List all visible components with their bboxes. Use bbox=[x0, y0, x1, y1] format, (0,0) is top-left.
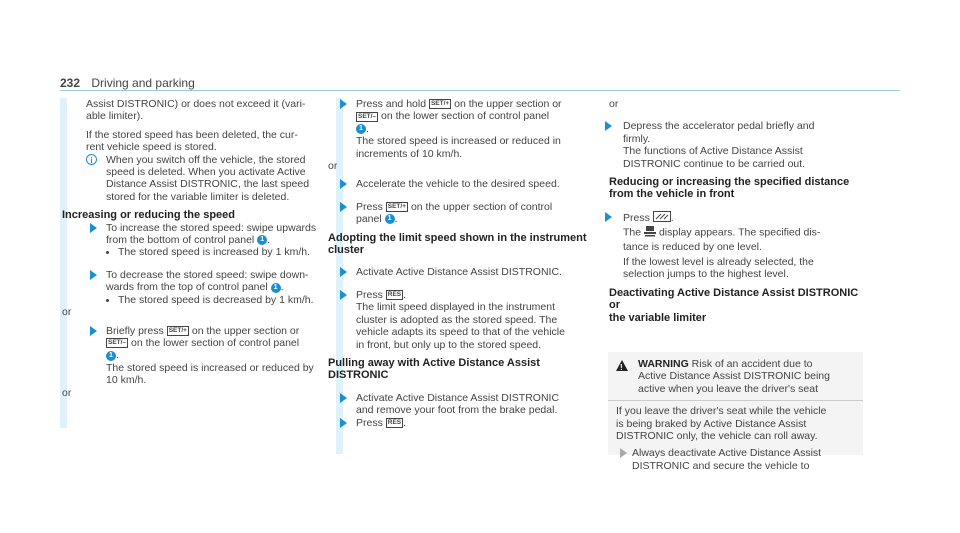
arrow-icon bbox=[605, 212, 612, 222]
text-line: from the bottom of control panel 1 . bbox=[106, 234, 271, 247]
text-line: The functions of Active Distance Assist bbox=[623, 145, 803, 158]
text-line: cluster is adopted as the stored speed. The bbox=[356, 313, 558, 326]
number-badge: 1 bbox=[257, 235, 267, 245]
distance-button-icon bbox=[653, 211, 671, 225]
text-line: The limit speed displayed in the instrument bbox=[356, 301, 556, 314]
arrow-icon bbox=[90, 326, 97, 336]
text-line: The stored speed is increased or reduced by bbox=[106, 361, 314, 374]
text-line: firmly. bbox=[623, 132, 651, 145]
step bbox=[336, 201, 598, 226]
text-line: speed is deleted. When you activate Active bbox=[106, 166, 306, 179]
text-line: The display appears. The specified dis- bbox=[623, 226, 821, 239]
arrow-icon bbox=[620, 448, 627, 458]
text-line: Press SET/+ on the upper section of control bbox=[356, 200, 553, 213]
text-line: vehicle adapts its speed to that of the vehicle bbox=[356, 326, 565, 339]
text-line: The stored speed is decreased by 1 km/h. bbox=[118, 293, 314, 306]
text-line: increments of 10 km/h. bbox=[356, 147, 463, 160]
text-line: tance is reduced by one level. bbox=[623, 240, 762, 253]
arrow-icon bbox=[340, 99, 347, 109]
step bbox=[86, 325, 336, 387]
text-line: Briefly press SET/+ on the upper section or bbox=[106, 324, 300, 337]
section-heading: Increasing or reducing the speed bbox=[62, 209, 235, 222]
text-line: 1 . bbox=[356, 123, 598, 135]
text-line: stored for the variable limiter is deleted. bbox=[106, 190, 290, 203]
text-line: SET/– on the lower section of control panel bbox=[358, 110, 550, 123]
step bbox=[86, 269, 336, 294]
text-line: To increase the stored speed: swipe upwards bbox=[106, 221, 317, 234]
set-plus-button-icon: SET/+ bbox=[168, 326, 187, 334]
text-line: Always deactivate Active Distance Assist bbox=[632, 447, 822, 460]
text-line: Activate Active Distance Assist DISTRONIC. bbox=[356, 266, 562, 279]
text-line: DISTRONIC and secure the vehicle to bbox=[632, 459, 810, 472]
section-title: Driving and parking bbox=[91, 76, 195, 90]
distance-display-icon bbox=[644, 225, 656, 240]
section-heading: from the vehicle in front bbox=[609, 188, 735, 201]
set-plus-button-icon: SET/+ bbox=[387, 203, 407, 211]
warning-box bbox=[608, 352, 863, 472]
arrow-icon bbox=[90, 223, 97, 233]
or-label: or bbox=[62, 386, 72, 399]
text-line: Press RES . bbox=[356, 288, 407, 301]
number-badge: 1 bbox=[271, 283, 281, 293]
text-line: If you leave the driver's seat while the vehicle bbox=[616, 405, 827, 418]
column-3 bbox=[609, 98, 871, 324]
header-rule bbox=[60, 90, 900, 91]
arrow-icon bbox=[340, 418, 347, 428]
warning-body bbox=[608, 405, 863, 472]
bullet bbox=[86, 294, 336, 306]
section-heading: DISTRONIC bbox=[328, 369, 389, 382]
text-line: 10 km/h. bbox=[106, 374, 147, 387]
text-line: in front, but only up to the stored speed. bbox=[356, 338, 542, 351]
number-badge: 1 bbox=[385, 214, 395, 224]
number-badge: 1 bbox=[356, 124, 366, 134]
res-button-icon: RES bbox=[387, 291, 402, 299]
section-heading: Deactivating Active Distance Assist DISTRONIC or bbox=[609, 286, 859, 312]
text-line: If the stored speed has been deleted, the cur- bbox=[86, 128, 298, 141]
warning-label: WARNING bbox=[638, 358, 689, 370]
step bbox=[336, 417, 598, 429]
text-line: Assist DISTRONIC) or does not exceed it (vari- bbox=[86, 98, 306, 110]
text-line: panel 1 . bbox=[356, 213, 398, 226]
set-minus-button-icon: SET/– bbox=[358, 112, 377, 120]
text-line: able limiter). bbox=[86, 110, 144, 123]
bullet-dot bbox=[106, 251, 109, 254]
arrow-icon bbox=[605, 121, 612, 131]
text-line: The stored speed is increased or reduced in bbox=[356, 135, 561, 148]
text-line: Accelerate the vehicle to the desired speed. bbox=[356, 178, 560, 191]
section-heading: cluster bbox=[328, 244, 365, 257]
arrow-icon bbox=[340, 267, 347, 277]
step bbox=[336, 178, 598, 190]
text-line: The stored speed is increased by 1 km/h. bbox=[118, 246, 311, 259]
step bbox=[601, 211, 871, 281]
arrow-icon bbox=[90, 270, 97, 280]
text-line: Press RES . bbox=[356, 416, 407, 429]
text-line: selection jumps to the highest level. bbox=[623, 268, 789, 281]
text-line: Active Distance Assist DISTRONIC being bbox=[638, 370, 830, 383]
step bbox=[336, 98, 598, 160]
section-heading: Adopting the limit speed shown in the instrument bbox=[328, 231, 587, 244]
step bbox=[86, 222, 336, 247]
set-minus-button-icon: SET/– bbox=[108, 339, 127, 347]
text-line: To decrease the stored speed: swipe down- bbox=[106, 268, 309, 281]
section-heading: the variable limiter bbox=[609, 311, 707, 324]
text-line: wards from the top of control panel 1 . bbox=[106, 281, 284, 294]
text-line: Press . bbox=[623, 211, 674, 224]
column-1 bbox=[62, 98, 336, 399]
info-note bbox=[62, 154, 336, 204]
step bbox=[616, 447, 855, 472]
step bbox=[336, 266, 598, 278]
or-label: or bbox=[62, 306, 72, 319]
text-line: Distance Assist DISTRONIC, the last speed bbox=[106, 178, 310, 191]
text-line: When you switch off the vehicle, the stored bbox=[106, 153, 306, 166]
warning-icon bbox=[616, 360, 628, 371]
arrow-icon bbox=[340, 179, 347, 189]
step bbox=[336, 392, 598, 417]
number-badge: 1 bbox=[106, 351, 116, 361]
text-line: and remove your foot from the brake pedal. bbox=[356, 404, 558, 417]
warning-divider bbox=[608, 400, 863, 401]
section-heading: Pulling away with Active Distance Assist bbox=[328, 356, 540, 369]
text-line: DISTRONIC only, the vehicle can roll away. bbox=[616, 430, 818, 443]
section-heading: Reducing or increasing the specified distance bbox=[609, 176, 850, 189]
side-bar bbox=[60, 98, 67, 428]
text-line: WARNING Risk of an accident due to bbox=[638, 358, 813, 370]
text-line: Press and hold SET/+ on the upper section or bbox=[356, 98, 562, 110]
text-line: Activate Active Distance Assist DISTRONIC bbox=[356, 391, 560, 404]
text-line: SET/– on the lower section of control panel bbox=[108, 336, 300, 349]
bullet-dot bbox=[106, 299, 109, 302]
info-icon: i bbox=[86, 154, 97, 165]
arrow-icon bbox=[340, 202, 347, 212]
text-line: DISTRONIC continue to be carried out. bbox=[623, 157, 806, 170]
or-label: or bbox=[609, 98, 619, 110]
text-line: active when you leave the driver's seat bbox=[638, 382, 819, 395]
res-button-icon: RES bbox=[387, 418, 402, 426]
page-header bbox=[60, 76, 195, 90]
step bbox=[601, 120, 871, 170]
text-line: 1 . bbox=[106, 349, 336, 361]
arrow-icon bbox=[340, 393, 347, 403]
or-label: or bbox=[328, 160, 338, 173]
text-line: Depress the accelerator pedal briefly and bbox=[623, 120, 815, 133]
text-line: rent vehicle speed is stored. bbox=[86, 141, 217, 154]
column-2 bbox=[328, 98, 598, 429]
text-line: If the lowest level is already selected, the bbox=[623, 256, 814, 269]
page-number: 232 bbox=[60, 76, 81, 90]
set-plus-button-icon: SET/+ bbox=[430, 100, 450, 108]
text-line: is being braked by Active Distance Assist bbox=[616, 417, 807, 430]
step bbox=[336, 289, 598, 351]
arrow-icon bbox=[340, 290, 347, 300]
warning-header bbox=[608, 352, 863, 395]
bullet bbox=[86, 246, 336, 258]
